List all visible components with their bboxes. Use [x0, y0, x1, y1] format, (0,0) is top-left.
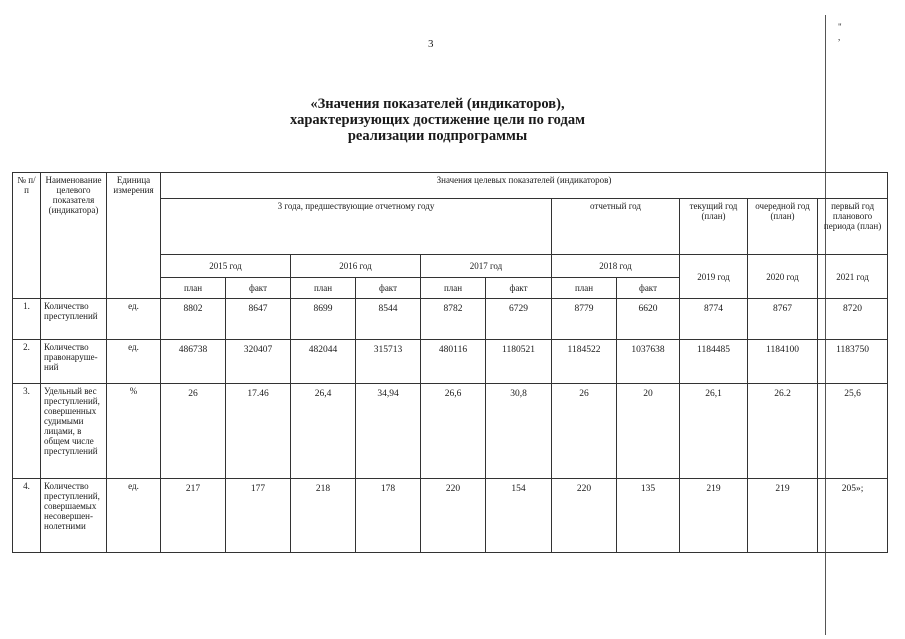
- year-header: 2017 год: [421, 255, 552, 278]
- cell-value: 34,94: [356, 384, 421, 479]
- year-header: 2020 год: [748, 255, 818, 299]
- cell-value: 25,6: [818, 384, 888, 479]
- cell-value: 8782: [421, 299, 486, 340]
- cell-value: 8544: [356, 299, 421, 340]
- row-name: Количество преступлений: [41, 299, 107, 340]
- row-unit: ед.: [107, 299, 161, 340]
- cell-value: 6729: [486, 299, 552, 340]
- plan-header: план: [421, 278, 486, 299]
- cell-value: 178: [356, 479, 421, 553]
- cell-value: 315713: [356, 340, 421, 384]
- header-prev-years: 3 года, предшествующие отчетному году: [161, 199, 552, 255]
- plan-header: план: [291, 278, 356, 299]
- table-row: [13, 340, 888, 384]
- cell-value: 154: [486, 479, 552, 553]
- title-line: характеризующих достижение цели по годам: [290, 112, 585, 128]
- cell-value: 8720: [818, 299, 888, 340]
- cell-value: 217: [161, 479, 226, 553]
- cell-value: 1183750: [818, 340, 888, 384]
- header-unit: Единица измерения: [107, 173, 161, 299]
- row-unit: %: [107, 384, 161, 479]
- cell-value: 26: [161, 384, 226, 479]
- header-name: Наименование целевого показателя (индикатора): [41, 173, 107, 299]
- cell-value: 480116: [421, 340, 486, 384]
- cell-value: 218: [291, 479, 356, 553]
- fact-header: факт: [226, 278, 291, 299]
- cell-value: 8774: [680, 299, 748, 340]
- row-name: Количество правонаруше-ний: [41, 340, 107, 384]
- year-header: 2021 год: [818, 255, 888, 299]
- cell-value: 26: [552, 384, 617, 479]
- row-num: 4.: [13, 479, 41, 553]
- cell-value: 20: [617, 384, 680, 479]
- header-values: Значения целевых показателей (индикаторов): [161, 173, 888, 199]
- cell-value: 220: [552, 479, 617, 553]
- plan-header: план: [161, 278, 226, 299]
- row-name: Количество преступлений, совершаемых несовершен-нолетними: [41, 479, 107, 553]
- plan-header: план: [552, 278, 617, 299]
- cell-value: 177: [226, 479, 291, 553]
- fact-header: факт: [617, 278, 680, 299]
- row-name: Удельный вес преступлений, совершенных судимыми лицами, в общем числе преступлений: [41, 384, 107, 479]
- cell-value: 220: [421, 479, 486, 553]
- indicators-table: [12, 172, 888, 553]
- cell-value: 26,1: [680, 384, 748, 479]
- cell-value: 30,8: [486, 384, 552, 479]
- cell-value: 26,4: [291, 384, 356, 479]
- header-num: № п/п: [13, 173, 41, 299]
- header-first-plan-year: первый год планового периода (план): [818, 199, 888, 255]
- cell-value: 482044: [291, 340, 356, 384]
- row-unit: ед.: [107, 479, 161, 553]
- cell-value: 1180521: [486, 340, 552, 384]
- year-header: 2016 год: [291, 255, 421, 278]
- cell-value: 135: [617, 479, 680, 553]
- page-number: 3: [428, 38, 434, 50]
- row-num: 3.: [13, 384, 41, 479]
- year-header: 2018 год: [552, 255, 680, 278]
- cell-value: 6620: [617, 299, 680, 340]
- cell-value: 17.46: [226, 384, 291, 479]
- title-line: «Значения показателей (индикаторов),: [310, 96, 565, 112]
- year-header: 2015 год: [161, 255, 291, 278]
- cell-value: 8779: [552, 299, 617, 340]
- title-line: реализации подпрограммы: [347, 128, 528, 144]
- cell-value: 219: [680, 479, 748, 553]
- cell-value: 8802: [161, 299, 226, 340]
- cell-value: 219: [748, 479, 818, 553]
- fact-header: факт: [486, 278, 552, 299]
- cell-value: 1037638: [617, 340, 680, 384]
- fact-header: факт: [356, 278, 421, 299]
- cell-value: 205»;: [818, 479, 888, 553]
- cell-value: 320407: [226, 340, 291, 384]
- row-unit: ед.: [107, 340, 161, 384]
- cell-value: 1184100: [748, 340, 818, 384]
- cell-value: 486738: [161, 340, 226, 384]
- header-report-year: отчетный год: [552, 199, 680, 255]
- cell-value: 8767: [748, 299, 818, 340]
- cell-value: 8699: [291, 299, 356, 340]
- cell-value: 1184485: [680, 340, 748, 384]
- corner-marks: " ,: [838, 22, 867, 42]
- year-header: 2019 год: [680, 255, 748, 299]
- cell-value: 1184522: [552, 340, 617, 384]
- table-row: [13, 299, 888, 340]
- cell-value: 26.2: [748, 384, 818, 479]
- table-row: [13, 479, 888, 553]
- row-num: 2.: [13, 340, 41, 384]
- cell-value: 8647: [226, 299, 291, 340]
- row-num: 1.: [13, 299, 41, 340]
- table-row: [13, 384, 888, 479]
- document-title: [250, 96, 625, 144]
- header-next-year: очередной год (план): [748, 199, 818, 255]
- header-current-year: текущий год (план): [680, 199, 748, 255]
- cell-value: 26,6: [421, 384, 486, 479]
